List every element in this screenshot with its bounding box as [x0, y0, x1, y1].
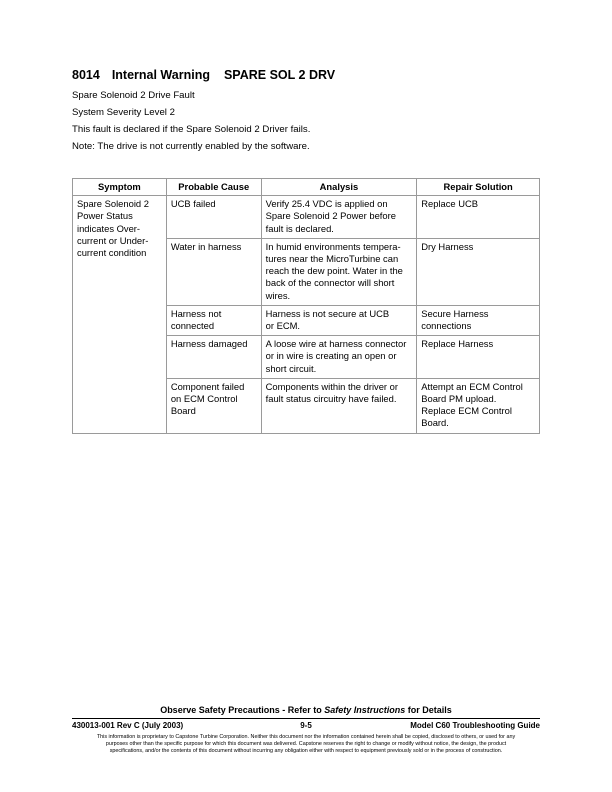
header-probable-cause: Probable Cause: [166, 179, 261, 196]
header-symptom: Symptom: [73, 179, 167, 196]
fault-category: Internal Warning: [111, 68, 210, 82]
header-analysis: Analysis: [261, 179, 417, 196]
fault-name: SPARE SOL 2 DRV: [223, 68, 336, 82]
fault-code: 8014: [72, 68, 100, 82]
cause-cell: Harness damaged: [166, 336, 261, 379]
table-row: [73, 196, 540, 239]
cause-cell: Harness not connected: [166, 305, 261, 335]
solution-cell: Replace Harness: [417, 336, 540, 379]
solution-cell: Attempt an ECM Control Board PM upload. Replace ECM Control Board.: [417, 378, 540, 433]
proprietary-disclaimer: This information is proprietary to Capstone Turbine Corporation. Neither this document nor the information contained herein shall be copied, disclosed to others, or used for any purposes other than the specific purpose for which this document was delivered. Capstone reserves the right to change or modify without notice, the design, the product specifications, and/or the contents of this document without incurring any obligation either with respect to equipment previously sold or in the process of construction.: [96, 734, 516, 754]
solution-cell: Replace UCB: [417, 196, 540, 239]
doc-number: 430013-001 Rev C (July 2003): [72, 721, 184, 730]
table-header-row: [73, 179, 540, 196]
fault-heading: [72, 68, 335, 82]
footer-divider: [72, 718, 540, 719]
cause-cell: Component failed on ECM Control Board: [166, 378, 261, 433]
analysis-cell: Verify 25.4 VDC is applied on Spare Solenoid 2 Power before fault is declared.: [261, 196, 417, 239]
symptom-cell: Spare Solenoid 2 Power Status indicates Over- current or Under- current condition: [73, 196, 167, 433]
fault-description: Spare Solenoid 2 Drive Fault: [72, 90, 195, 101]
analysis-cell: Harness is not secure at UCB or ECM.: [261, 305, 417, 335]
fault-condition: This fault is declared if the Spare Solenoid 2 Driver fails.: [72, 124, 311, 135]
analysis-cell: A loose wire at harness connector or in wire is creating an open or short circuit.: [261, 336, 417, 379]
analysis-cell: Components within the driver or fault status circuitry have failed.: [261, 378, 417, 433]
page-number: 9-5: [300, 721, 312, 730]
cause-cell: UCB failed: [166, 196, 261, 239]
safety-notice: Observe Safety Precautions - Refer to Safety Instructions for Details: [160, 705, 452, 715]
troubleshooting-table: [72, 178, 540, 434]
solution-cell: Dry Harness: [417, 238, 540, 305]
cause-cell: Water in harness: [166, 238, 261, 305]
header-repair-solution: Repair Solution: [417, 179, 540, 196]
analysis-cell: In humid environments tempera- tures near the MicroTurbine can reach the dew point. Water in the back of the connector will short wires.: [261, 238, 417, 305]
guide-title: Model C60 Troubleshooting Guide: [410, 721, 540, 730]
severity-level: System Severity Level 2: [72, 107, 175, 118]
solution-cell: Secure Harness connections: [417, 305, 540, 335]
fault-note: Note: The drive is not currently enabled by the software.: [72, 141, 310, 152]
